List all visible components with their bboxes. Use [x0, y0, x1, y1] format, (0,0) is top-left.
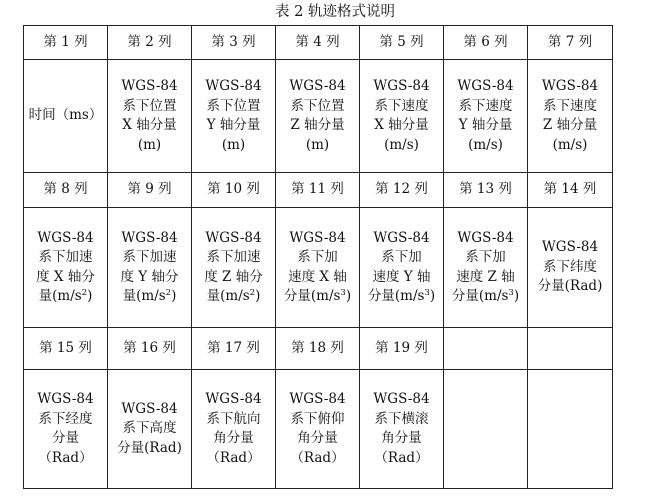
column-header: 第 5 列	[360, 26, 444, 60]
cell-line: 分量(Rad)	[537, 278, 603, 295]
cell-line	[362, 287, 441, 307]
cell-line: 系下俯仰	[290, 410, 345, 427]
description-cell	[444, 60, 528, 173]
cell-line: （Rad）	[38, 449, 93, 466]
header-row	[24, 26, 613, 60]
column-header: 第 10 列	[192, 173, 276, 208]
cell-line: 系下加速	[38, 249, 93, 265]
description-cell	[276, 60, 360, 173]
cell-line: 系下横滚	[374, 410, 429, 427]
description-cell	[24, 370, 108, 489]
cell-line: (m/s)	[552, 136, 588, 153]
unit-text: 分量(m/s	[367, 288, 425, 304]
cell-line	[446, 287, 525, 307]
trajectory-format-table	[23, 25, 613, 489]
cell-line: WGS-84	[541, 78, 599, 94]
cell-line: WGS-84	[205, 78, 262, 94]
unit-text: 分量(m/s	[283, 288, 341, 304]
cell-line: （Rad）	[374, 449, 429, 466]
cell-line: WGS-84	[457, 78, 514, 94]
cell-line: 系下加	[297, 249, 338, 265]
column-header: 第 17 列	[192, 328, 276, 370]
unit-text: 量(m/s	[206, 288, 250, 304]
cell-line: 系下速度	[458, 97, 513, 114]
cell-line: 速度 X 轴	[288, 268, 347, 285]
cell-line: 系下位置	[206, 97, 261, 114]
description-cell	[276, 208, 360, 328]
unit-exponent: 3	[508, 288, 514, 298]
cell-line: Y 轴分量	[458, 117, 513, 133]
description-cell	[360, 208, 444, 328]
unit-exponent: 2	[249, 288, 256, 298]
cell-line: WGS-84	[457, 229, 514, 246]
cell-line: 系下加	[465, 249, 506, 265]
unit-close: )	[429, 288, 436, 304]
column-header: 第 6 列	[444, 26, 528, 60]
cell-line: 系下纬度	[543, 258, 597, 275]
unit-exponent: 2	[81, 288, 88, 298]
cell-line: 度 X 轴分	[36, 268, 95, 285]
column-header: 第 19 列	[360, 328, 444, 370]
cell-line: WGS-84	[205, 391, 262, 407]
description-row	[24, 208, 613, 328]
cell-line: X 轴分量	[374, 117, 429, 133]
unit-text: 分量(m/s	[451, 288, 509, 304]
column-header: 第 18 列	[276, 328, 360, 370]
cell-line: （Rad）	[206, 449, 261, 466]
unit-exponent: 3	[340, 288, 346, 298]
column-header: 第 14 列	[528, 173, 613, 208]
cell-line: 时间（ms）	[28, 107, 103, 124]
column-header: 第 11 列	[276, 173, 360, 208]
cell-line: X 轴分量	[122, 117, 177, 133]
empty-cell	[444, 328, 528, 370]
empty-cell	[444, 370, 528, 489]
description-cell	[360, 370, 444, 489]
cell-line: WGS-84	[205, 229, 262, 246]
cell-line: Y 轴分量	[206, 117, 261, 133]
cell-line: WGS-84	[289, 391, 346, 407]
description-cell	[528, 60, 613, 173]
cell-line	[110, 287, 189, 307]
description-cell	[108, 208, 192, 328]
cell-line	[278, 287, 357, 307]
cell-line: 系下位置	[122, 97, 177, 114]
cell-line: 系下加速	[206, 249, 261, 265]
empty-cell	[528, 370, 613, 489]
description-cell	[192, 370, 276, 489]
unit-exponent: 3	[424, 288, 430, 298]
unit-exponent: 2	[165, 288, 172, 298]
header-row	[24, 173, 613, 208]
cell-line: (m/s)	[468, 136, 503, 153]
cell-line: WGS-84	[121, 400, 178, 417]
cell-line	[194, 287, 273, 307]
cell-line: (m)	[305, 136, 330, 153]
cell-line: WGS-84	[121, 229, 178, 246]
cell-line: (m/s)	[384, 136, 419, 153]
cell-line: 系下高度	[122, 420, 177, 437]
column-header: 第 9 列	[108, 173, 192, 208]
column-header: 第 8 列	[24, 173, 108, 208]
cell-line: 系下经度	[38, 410, 93, 427]
column-header: 第 13 列	[444, 173, 528, 208]
description-row	[24, 370, 613, 489]
cell-line: WGS-84	[289, 229, 346, 246]
description-cell	[108, 370, 192, 489]
cell-line: 分量(Rad)	[117, 439, 182, 456]
description-cell	[192, 208, 276, 328]
cell-line: （Rad）	[290, 449, 345, 466]
table-caption: 表 2 轨迹格式说明	[275, 4, 395, 20]
cell-line: 分量	[52, 430, 79, 446]
cell-line: 角分量	[297, 430, 338, 446]
cell-line: 度 Z 轴分	[204, 268, 263, 285]
unit-close: )	[345, 288, 352, 304]
cell-line: WGS-84	[541, 239, 599, 256]
unit-close: )	[513, 288, 520, 304]
cell-line: 角分量	[381, 430, 422, 446]
description-cell	[108, 60, 192, 173]
cell-line: 速度 Z 轴	[456, 268, 515, 285]
column-header: 第 1 列	[24, 26, 108, 60]
column-header: 第 7 列	[528, 26, 613, 60]
header-row	[24, 328, 613, 370]
cell-line: Z 轴分量	[290, 117, 345, 133]
description-cell	[360, 60, 444, 173]
cell-line: WGS-84	[121, 78, 178, 94]
cell-line: WGS-84	[373, 391, 430, 407]
cell-line: 系下航向	[206, 410, 261, 427]
cell-line: WGS-84	[37, 229, 94, 246]
cell-line: (m)	[137, 136, 162, 153]
empty-cell	[528, 328, 613, 370]
column-header: 第 4 列	[276, 26, 360, 60]
column-header: 第 16 列	[108, 328, 192, 370]
unit-text: 量(m/s	[122, 288, 166, 304]
unit-close: )	[255, 288, 261, 304]
cell-line	[26, 287, 105, 307]
cell-line: 系下速度	[374, 97, 429, 114]
cell-line: WGS-84	[373, 78, 430, 94]
cell-line: 角分量	[213, 430, 254, 446]
description-cell	[24, 60, 108, 173]
cell-line: 系下速度	[543, 97, 597, 114]
unit-text: 量(m/s	[38, 288, 82, 304]
description-cell	[528, 208, 613, 328]
column-header: 第 3 列	[192, 26, 276, 60]
cell-line: 系下加	[381, 249, 422, 265]
cell-line: 系下加速	[122, 249, 177, 265]
unit-close: )	[87, 288, 93, 304]
column-header: 第 12 列	[360, 173, 444, 208]
cell-line: 速度 Y 轴	[372, 268, 431, 285]
description-cell	[276, 370, 360, 489]
cell-line: (m)	[221, 136, 246, 153]
cell-line: WGS-84	[289, 78, 346, 94]
description-cell	[24, 208, 108, 328]
column-header: 第 2 列	[108, 26, 192, 60]
cell-line: 度 Y 轴分	[120, 268, 179, 285]
cell-line: 系下位置	[290, 97, 345, 114]
column-header: 第 15 列	[24, 328, 108, 370]
description-cell	[192, 60, 276, 173]
cell-line: Z 轴分量	[542, 117, 598, 133]
description-cell	[444, 208, 528, 328]
cell-line: WGS-84	[373, 229, 430, 246]
cell-line: WGS-84	[37, 391, 94, 407]
unit-close: )	[171, 288, 177, 304]
description-row	[24, 60, 613, 173]
